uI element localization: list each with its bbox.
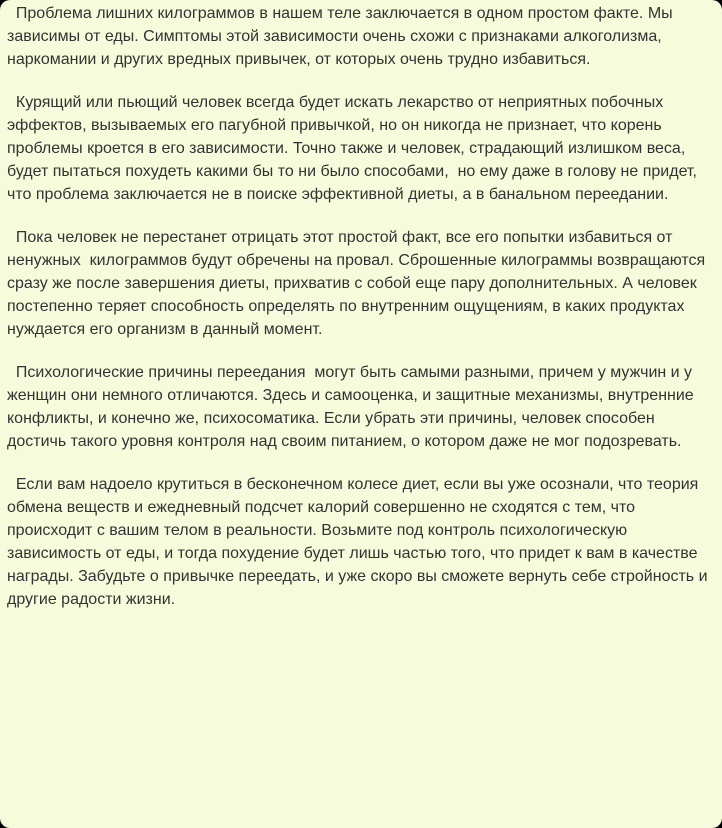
paragraph-denial: Пока человек не перестанет отрицать этот простой факт, все его попытки избавиться от ненужных килограммов будут обречены на провал. Сброшенные килограммы возвращаются сразу же после завершения диеты, прихватив с собой еще пару дополнительных. А человек постепенно теряет способность определять по внутренним ощущениям, в каких продуктах нуждается его организм в данный момент. (7, 229, 710, 338)
paragraph-intro: Проблема лишних килограммов в нашем теле заключается в одном простом факте. Мы зависимы от еды. Симптомы этой зависимости очень схожи с признаками алкоголизма, наркомании и других вредных привычек, от которых очень трудно избавиться. (7, 5, 678, 68)
paragraph-psychological-causes: Психологические причины переедания могут быть самыми разными, причем у мужчин и у женщин они немного отличаются. Здесь и самооценка, и защитные механизмы, внутренние конфликты, и конечно же, психосоматика. Если убрать эти причины, человек способен достичь такого уровня контроля над своим питанием, о котором даже не мог подозревать. (7, 364, 699, 450)
paragraph-smoker-analogy: Курящий или пьющий человек всегда будет искать лекарство от неприятных побочных эффектов, вызываемых его пагубной привычкой, но он никогда не признает, что корень проблемы кроется в его зависимости. Точно также и человек, страдающий излишком веса, будет пытаться похудеть какими бы то ни было способами, но ему даже в голову не придет, что проблема заключается не в поиске эффективной диеты, а в банальном переедании. (7, 94, 702, 203)
paragraph-conclusion: Если вам надоело крутиться в бесконечном колесе диет, если вы уже осознали, что теория обмена веществ и ежедневный подсчет калорий совершенно не сходятся с тем, что происходит с вашим телом в реальности. Возьмите под контроль психологическую зависимость от еды, и тогда похудение будет лишь частью того, что придет к вам в качестве награды. Забудьте о привычке переедать, и уже скоро вы сможете вернуть себе стройность и другие радости жизни. (7, 476, 712, 608)
